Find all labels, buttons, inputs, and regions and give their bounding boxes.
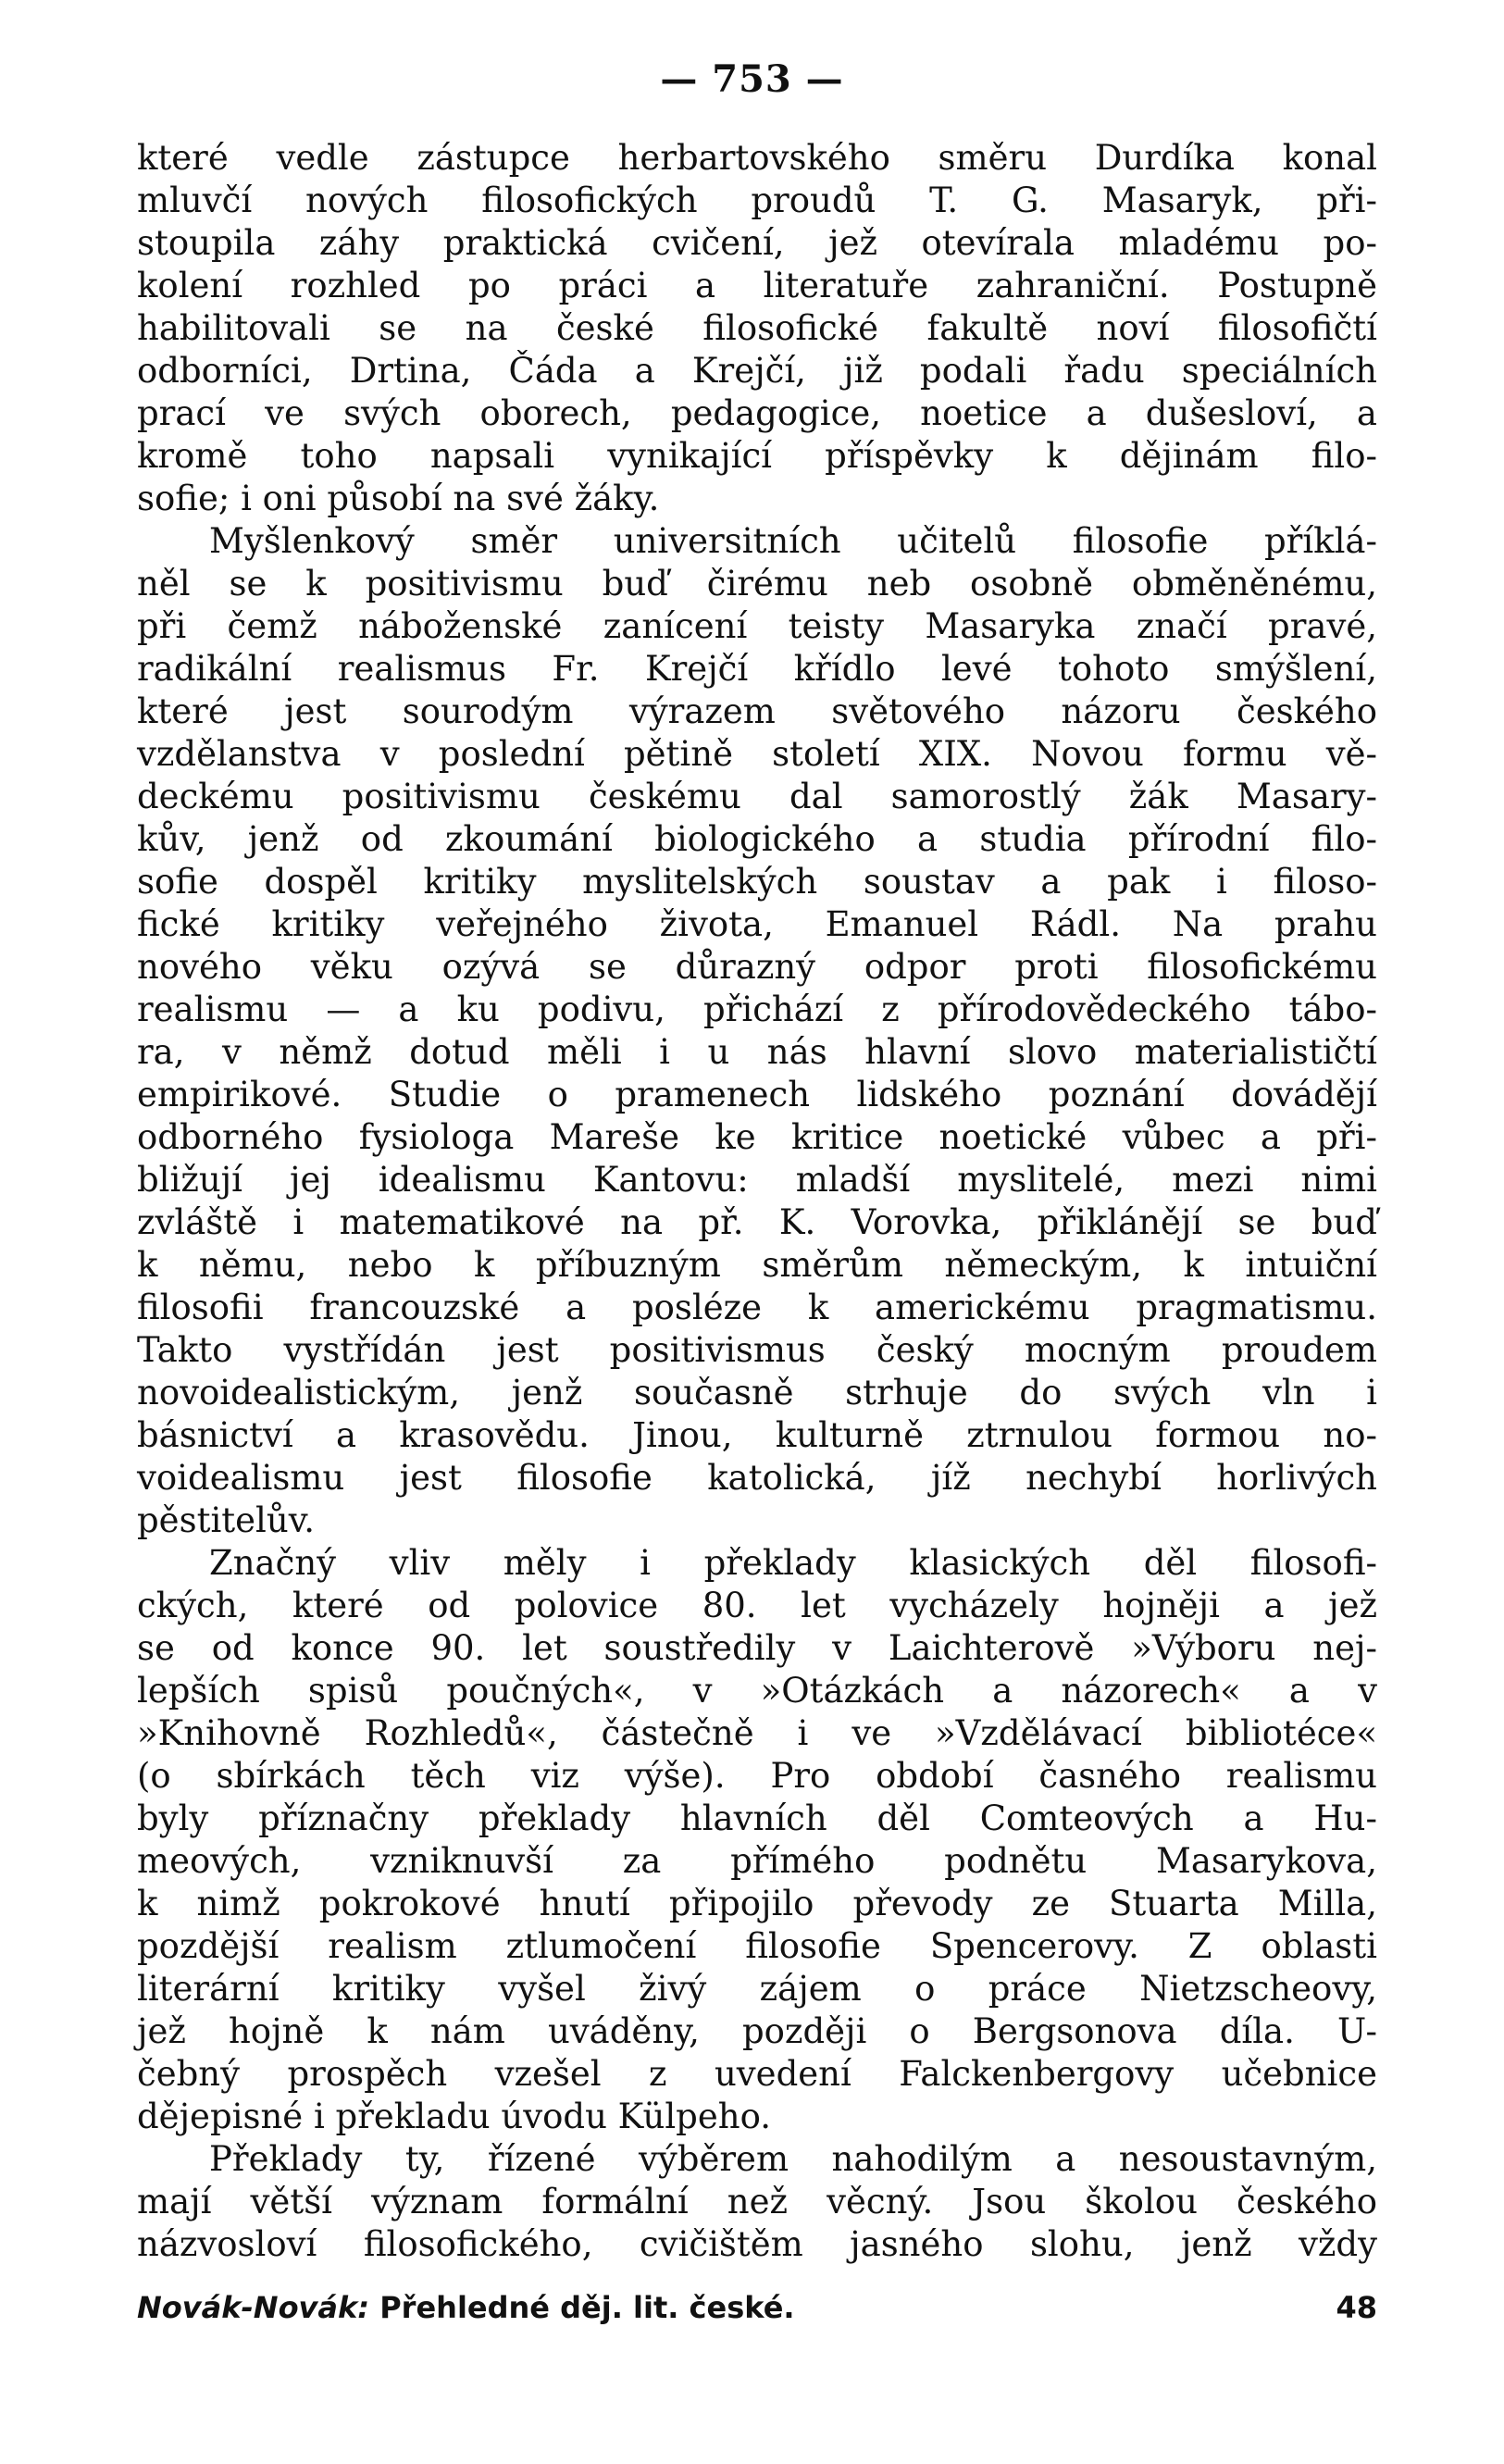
text-line: odborníci, Drtina, Čáda a Krejčí, již podali řadu speciálních: [137, 351, 1377, 391]
body-text: [137, 137, 1377, 2266]
text-line: sofie; i oni působí na své žáky.: [137, 479, 660, 518]
text-line: jež hojně k nám uváděny, později o Bergsonova díla. U-: [137, 2011, 1377, 2051]
text-line: básnictví a krasovědu. Jinou, kulturně ztrnulou formou no-: [137, 1415, 1377, 1455]
text-line: nového věku ozývá se důrazný odpor proti filosofickému: [137, 947, 1377, 987]
text-line: mají větší význam formální než věcný. Jsou školou českého: [137, 2182, 1377, 2221]
text-line: zvláště i matematikové na př. K. Vorovka, přiklánějí se buď: [137, 1202, 1377, 1242]
text-line: ckých, které od polovice 80. let vycházely hojněji a jež: [137, 1586, 1377, 1625]
text-line: vzdělanstva v poslední pětině století XIX. Novou formu vě-: [137, 734, 1377, 774]
text-line: voidealismu jest filosofie katolická, jíž nechybí horlivých: [137, 1458, 1377, 1498]
text-line: kolení rozhled po práci a literatuře zahraniční. Postupně: [137, 266, 1377, 305]
text-line: ra, v němž dotud měli i u nás hlavní slovo materialističtí: [137, 1032, 1377, 1072]
text-line: literární kritiky vyšel živý zájem o práce Nietzscheovy,: [137, 1969, 1377, 2009]
text-line: dějepisné i překladu úvodu Külpeho.: [137, 2097, 771, 2136]
text-line: novoidealistickým, jenž současně strhuje do svých vln i: [137, 1373, 1377, 1412]
text-line: něl se k positivismu buď čirému neb osobně obměněnému,: [137, 564, 1377, 604]
text-line: bližují jej idealismu Kantovu: mladší myslitelé, mezi nimi: [137, 1160, 1377, 1200]
footer-title: Přehledné děj. lit. české.: [379, 2290, 795, 2325]
paragraph-start-line: Značný vliv měly i překlady klasických děl filosofi-: [209, 1543, 1377, 1583]
text-line: fické kritiky veřejného života, Emanuel Rádl. Na prahu: [137, 904, 1377, 944]
text-line: které vedle zástupce herbartovského směru Durdíka konal: [137, 138, 1377, 178]
text-line: při čemž náboženské zanícení teisty Masaryka značí pravé,: [137, 606, 1377, 646]
text-line: pozdější realism ztlumočení filosofie Spencerovy. Z oblasti: [137, 1926, 1377, 1966]
text-line: sofie dospěl kritiky myslitelských soustav a pak i filoso-: [137, 862, 1377, 902]
page-number: — 753 —: [660, 57, 844, 101]
text-line: lepších spisů poučných«, v »Otázkách a názorech« a v: [137, 1671, 1377, 1711]
text-line: radikální realismus Fr. Krejčí křídlo levé tohoto smýšlení,: [137, 649, 1377, 689]
text-line: názvosloví filosofického, cvičištěm jasného slohu, jenž vždy: [137, 2224, 1377, 2264]
text-line: prací ve svých oborech, pedagogice, noetice a dušesloví, a: [137, 393, 1377, 433]
text-line: realismu — a ku podivu, přichází z přírodovědeckého tábo-: [137, 989, 1377, 1029]
text-line: deckému positivismu českému dal samorostlý žák Masary-: [137, 777, 1377, 816]
text-line: »Knihovně Rozhledů«, částečně i ve »Vzdělávací bibliotéce«: [137, 1713, 1377, 1753]
paragraph-start-line: Myšlenkový směr universitních učitelů filosofie příklá-: [209, 521, 1377, 561]
text-line: filosofii francouzské a posléze k americkému pragmatismu.: [137, 1288, 1377, 1327]
text-line: k nimž pokrokové hnutí připojilo převody ze Stuarta Milla,: [137, 1884, 1377, 1923]
sheet-number: 48: [1336, 2290, 1377, 2325]
text-line: pěstitelův.: [137, 1500, 315, 1540]
text-line: meových, vzniknuvší za přímého podnětu Masarykova,: [137, 1841, 1377, 1881]
text-line: k němu, nebo k příbuzným směrům německým, k intuiční: [137, 1245, 1377, 1285]
page-footer: [137, 2286, 1377, 2329]
paragraph-start-line: Překlady ty, řízené výběrem nahodilým a nesoustavným,: [209, 2139, 1377, 2179]
text-line: (o sbírkách těch viz výše). Pro období časného realismu: [137, 1756, 1377, 1796]
text-line: mluvčí nových filosofických proudů T. G. Masaryk, při-: [137, 180, 1377, 220]
footer-author: Novák-Novák:: [137, 2290, 370, 2325]
text-line: kův, jenž od zkoumání biologického a studia přírodní filo-: [137, 819, 1377, 859]
text-line: byly příznačny překlady hlavních děl Comteových a Hu-: [137, 1798, 1377, 1838]
text-line: čebný prospěch vzešel z uvedení Falckenbergovy učebnice: [137, 2054, 1377, 2094]
text-line: habilitovali se na české filosofické fakultě noví filosofičtí: [137, 308, 1377, 348]
text-line: empirikové. Studie o pramenech lidského poznání dovádějí: [137, 1075, 1377, 1114]
text-line: Takto vystřídán jest positivismus český mocným proudem: [137, 1330, 1377, 1370]
text-line: které jest sourodým výrazem světového názoru českého: [137, 691, 1377, 731]
text-line: kromě toho napsali vynikající příspěvky k dějinám filo-: [137, 436, 1377, 476]
text-line: stoupila záhy praktická cvičení, jež otevírala mladému po-: [137, 223, 1377, 263]
text-line: odborného fysiologa Mareše ke kritice noetické vůbec a při-: [137, 1117, 1377, 1157]
text-line: se od konce 90. let soustředily v Laichterově »Výboru nej-: [137, 1628, 1377, 1668]
